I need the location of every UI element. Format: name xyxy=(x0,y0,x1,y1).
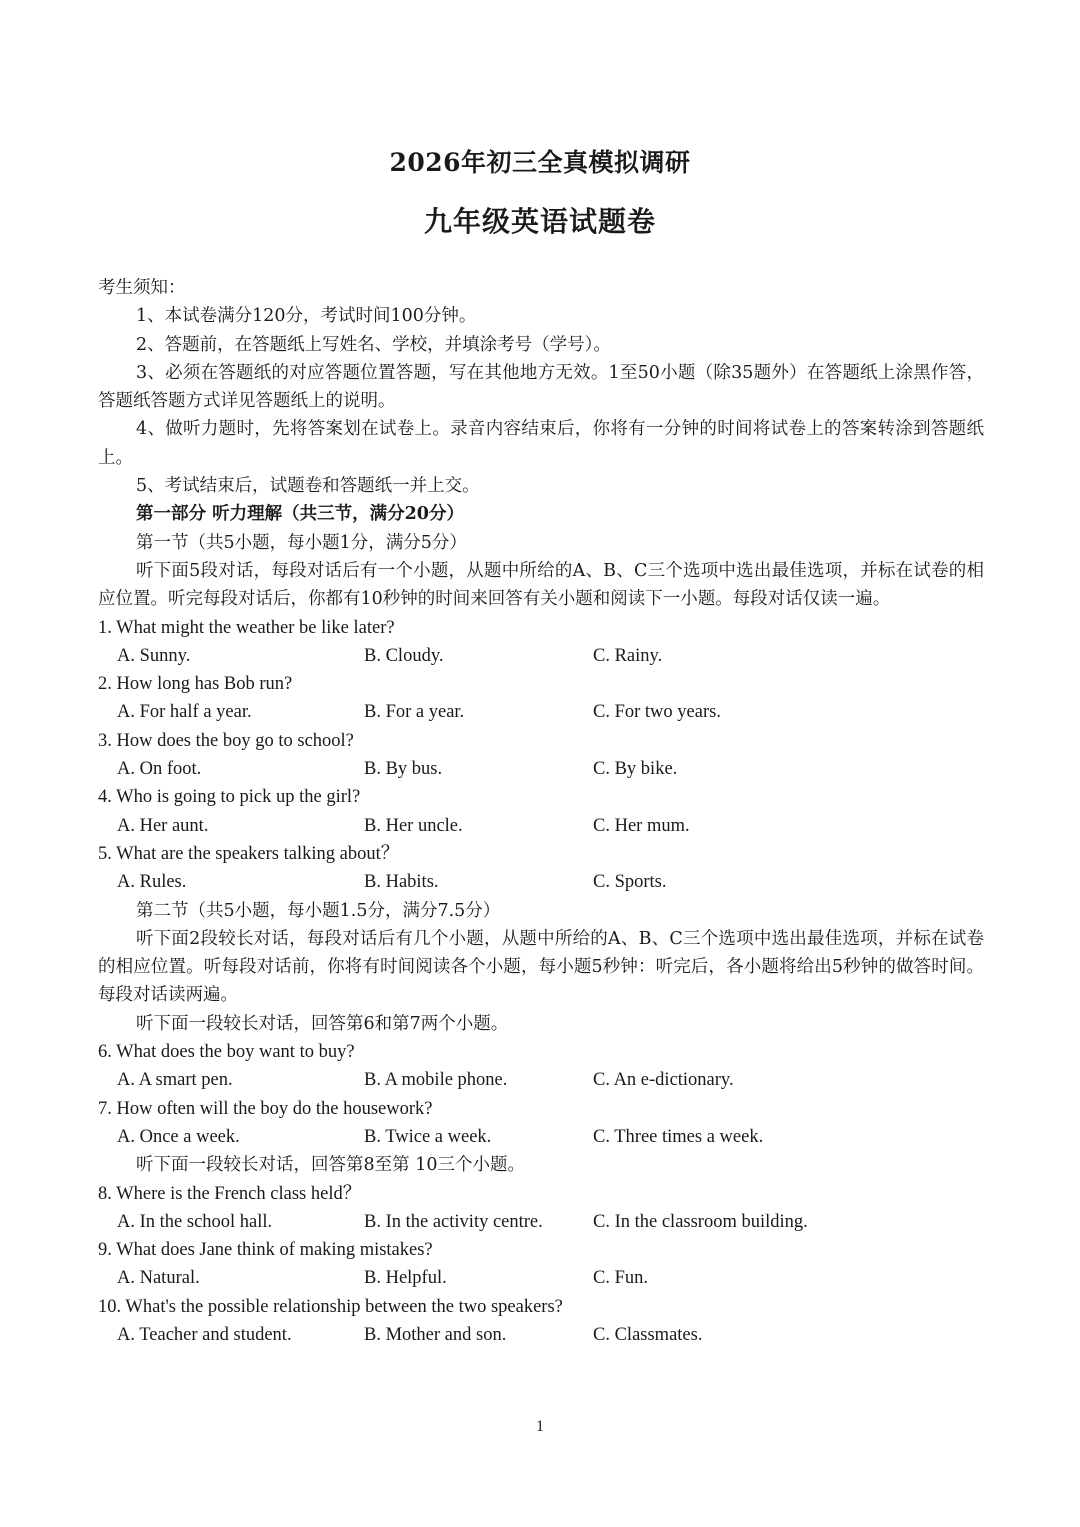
page-number: 1 xyxy=(536,1418,544,1435)
notice-item-1: 1、本试卷满分120分，考试时间100分钟。 xyxy=(136,306,477,327)
option-c: C. In the classroom building. xyxy=(593,1211,808,1232)
option-a: A. Sunny. xyxy=(117,645,191,666)
group2-instruction: 听下面一段较长对话，回答第8至第 10三个小题。 xyxy=(136,1155,525,1176)
option-b: B. For a year. xyxy=(364,702,465,723)
options-8 xyxy=(98,1208,984,1236)
options-10 xyxy=(98,1321,984,1349)
option-a: A. Her aunt. xyxy=(117,815,209,836)
options-9 xyxy=(98,1264,984,1292)
notice-item-4: 4、做听力题时，先将答案划在试卷上。录音内容结束后，你将有一分钟的时间将试卷上的答案转涂到答题纸上。 xyxy=(98,419,984,468)
exam-subtitle: 九年级英语试题卷 xyxy=(423,205,656,238)
options-3 xyxy=(98,755,984,783)
option-c: C. Rainy. xyxy=(593,645,663,666)
options-1 xyxy=(98,642,984,670)
options-6 xyxy=(98,1066,984,1094)
question-1: 1. What might the weather be like later? xyxy=(98,617,395,638)
options-7 xyxy=(98,1123,984,1151)
question-6: 6. What does the boy want to buy? xyxy=(98,1042,355,1063)
option-c: C. By bike. xyxy=(593,759,678,780)
exam-body xyxy=(98,274,984,1349)
option-a: A. On foot. xyxy=(117,759,202,780)
option-b: B. Her uncle. xyxy=(364,815,463,836)
option-a: A. Teacher and student. xyxy=(117,1324,292,1345)
option-b: B. By bus. xyxy=(364,759,443,780)
option-b: B. Cloudy. xyxy=(364,645,444,666)
option-a: A. Once a week. xyxy=(117,1126,240,1147)
notice-item-3: 3、必须在答题纸的对应答题位置答题，写在其他地方无效。1至50小题（除35题外）在答题纸上涂黑作答，答题纸答题方式详见答题纸上的说明。 xyxy=(98,362,984,412)
part1-heading: 第一部分 听力理解（共三节，满分20分） xyxy=(136,504,464,525)
notice-item-5: 5、考试结束后，试题卷和答题纸一并上交。 xyxy=(136,476,480,497)
exam-title: 2026年初三全真模拟调研 xyxy=(389,148,691,177)
question-4: 4. Who is going to pick up the girl? xyxy=(98,787,361,808)
section1-instruction: 听下面5段对话，每段对话后有一个小题，从题中所给的A、B、C三个选项中选出最佳选项，并标在试卷的相应位置。听完每段对话后，你都有10秒钟的时间来回答有关小题和阅读下一小题。每段对话仅读一遍。 xyxy=(98,560,984,610)
notice-item-2: 2、答题前，在答题纸上写姓名、学校，并填涂考号（学号）。 xyxy=(136,334,611,355)
options-5 xyxy=(98,868,984,896)
option-c: C. Her mum. xyxy=(593,815,690,836)
section2-heading: 第二节（共5小题，每小题1.5分，满分7.5分） xyxy=(136,900,501,921)
option-c: C. Fun. xyxy=(593,1268,649,1289)
option-a: A. In the school hall. xyxy=(117,1211,273,1232)
notice-heading: 考生须知： xyxy=(98,278,186,298)
option-b: B. A mobile phone. xyxy=(364,1070,508,1091)
options-2 xyxy=(98,698,984,726)
option-a: A. For half a year. xyxy=(117,702,252,723)
option-c: C. Three times a week. xyxy=(593,1126,764,1147)
question-2: 2. How long has Bob run? xyxy=(98,674,293,695)
question-10: 10. What's the possible relationship between the two speakers? xyxy=(98,1296,563,1317)
option-b: B. Helpful. xyxy=(364,1268,447,1289)
question-8: 8. Where is the French class held？ xyxy=(98,1183,362,1204)
section2-instruction: 听下面2段较长对话，每段对话后有几个小题，从题中所给的A、B、C三个选项中选出最佳选项，并标在试卷的相应位置。听每段对话前，你将有时间阅读各个小题，每小题5秒钟：听完后，各小题将给出5秒钟的做答时间。每段对话读两遍。 xyxy=(98,928,984,1006)
group1-instruction: 听下面一段较长对话，回答第6和第7两个小题。 xyxy=(136,1013,509,1034)
option-a: A. A smart pen. xyxy=(117,1070,233,1091)
question-3: 3. How does the boy go to school? xyxy=(98,730,354,751)
option-b: B. Habits. xyxy=(364,872,439,893)
question-5: 5. What are the speakers talking about？ xyxy=(98,843,400,864)
option-c: C. For two years. xyxy=(593,702,721,723)
option-a: A. Natural. xyxy=(117,1268,200,1289)
question-7: 7. How often will the boy do the housework? xyxy=(98,1098,433,1119)
question-9: 9. What does Jane think of making mistakes? xyxy=(98,1240,433,1261)
option-c: C. An e-dictionary. xyxy=(593,1070,734,1091)
option-b: B. Twice a week. xyxy=(364,1126,492,1147)
options-4 xyxy=(98,812,984,840)
option-b: B. Mother and son. xyxy=(364,1324,507,1345)
section1-heading: 第一节（共5小题，每小题1分，满分5分） xyxy=(136,532,467,553)
option-c: C. Classmates. xyxy=(593,1324,703,1345)
option-b: B. In the activity centre. xyxy=(364,1211,543,1232)
option-a: A. Rules. xyxy=(117,872,187,893)
option-c: C. Sports. xyxy=(593,872,667,893)
